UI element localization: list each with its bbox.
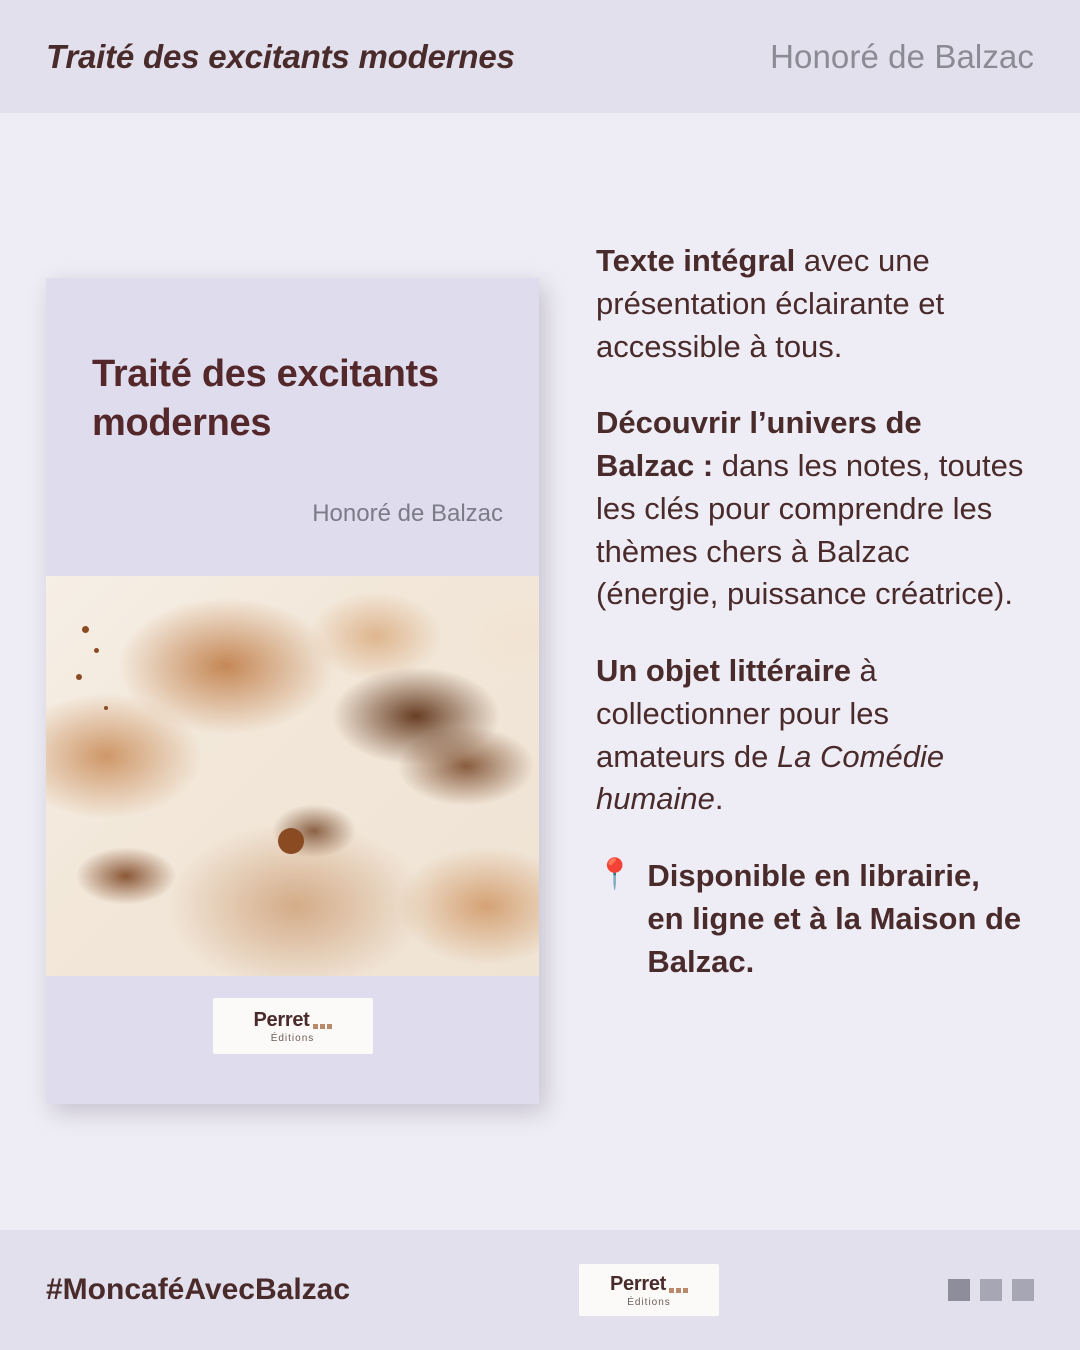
header-bar	[0, 0, 1080, 113]
cover-artwork	[46, 576, 539, 976]
paragraph-3-tail: .	[714, 781, 724, 817]
footer-logo-name: Perret	[610, 1272, 667, 1295]
paragraph-1-lead: Texte intégral	[596, 243, 796, 278]
ink-blot	[278, 828, 304, 854]
paragraph-3	[596, 650, 1024, 821]
hashtag[interactable]: #MoncaféAvecBalzac	[46, 1273, 351, 1306]
ink-blot	[82, 626, 89, 633]
main-content	[0, 113, 1080, 1230]
paragraph-2	[596, 402, 1024, 616]
description-column	[576, 148, 1034, 1230]
paragraph-3-rest: à collectionner pour les amateurs de	[596, 653, 889, 774]
book-cover-column	[46, 148, 546, 1230]
cover-logo-subtitle: Éditions	[270, 1032, 315, 1044]
pagination-dots[interactable]	[948, 1279, 1034, 1301]
footer-bar	[0, 1230, 1080, 1350]
book-cover	[46, 278, 539, 1104]
pagination-dot[interactable]	[948, 1279, 970, 1301]
paragraph-1	[596, 240, 1024, 368]
paragraph-2-lead: Découvrir l’univers de Balzac :	[596, 405, 922, 484]
footer-publisher-logo	[579, 1264, 719, 1316]
ink-blot	[76, 674, 82, 680]
availability-note	[596, 855, 1024, 983]
cover-logo-name: Perret	[253, 1008, 310, 1031]
cover-title: Traité des excitants modernes	[92, 353, 439, 444]
header-author: Honoré de Balzac	[770, 37, 1034, 75]
pagination-dot[interactable]	[1012, 1279, 1034, 1301]
paragraph-1-rest: avec une présentation éclairante et accessible à tous.	[596, 243, 945, 364]
map-pin-icon: 📍	[596, 858, 634, 892]
page-title: Traité des excitants modernes	[46, 37, 515, 75]
paragraph-2-rest: dans les notes, toutes les clés pour comprendre les thèmes chers à Balzac (énergie, puissance créatrice).	[596, 448, 1024, 612]
footer-logo-subtitle: Éditions	[627, 1296, 671, 1308]
ink-blot	[94, 648, 99, 653]
cover-author: Honoré de Balzac	[312, 500, 503, 527]
paragraph-3-lead: Un objet littéraire	[596, 653, 851, 689]
availability-text: Disponible en librairie, en ligne et à la Maison de Balzac.	[647, 858, 1022, 979]
logo-dots-icon	[313, 1024, 332, 1029]
pagination-dot[interactable]	[980, 1279, 1002, 1301]
logo-dots-icon	[669, 1288, 688, 1293]
cover-publisher-logo	[213, 998, 373, 1054]
paragraph-3-italic: La Comédie humaine	[596, 738, 945, 817]
ink-blot	[104, 706, 108, 710]
